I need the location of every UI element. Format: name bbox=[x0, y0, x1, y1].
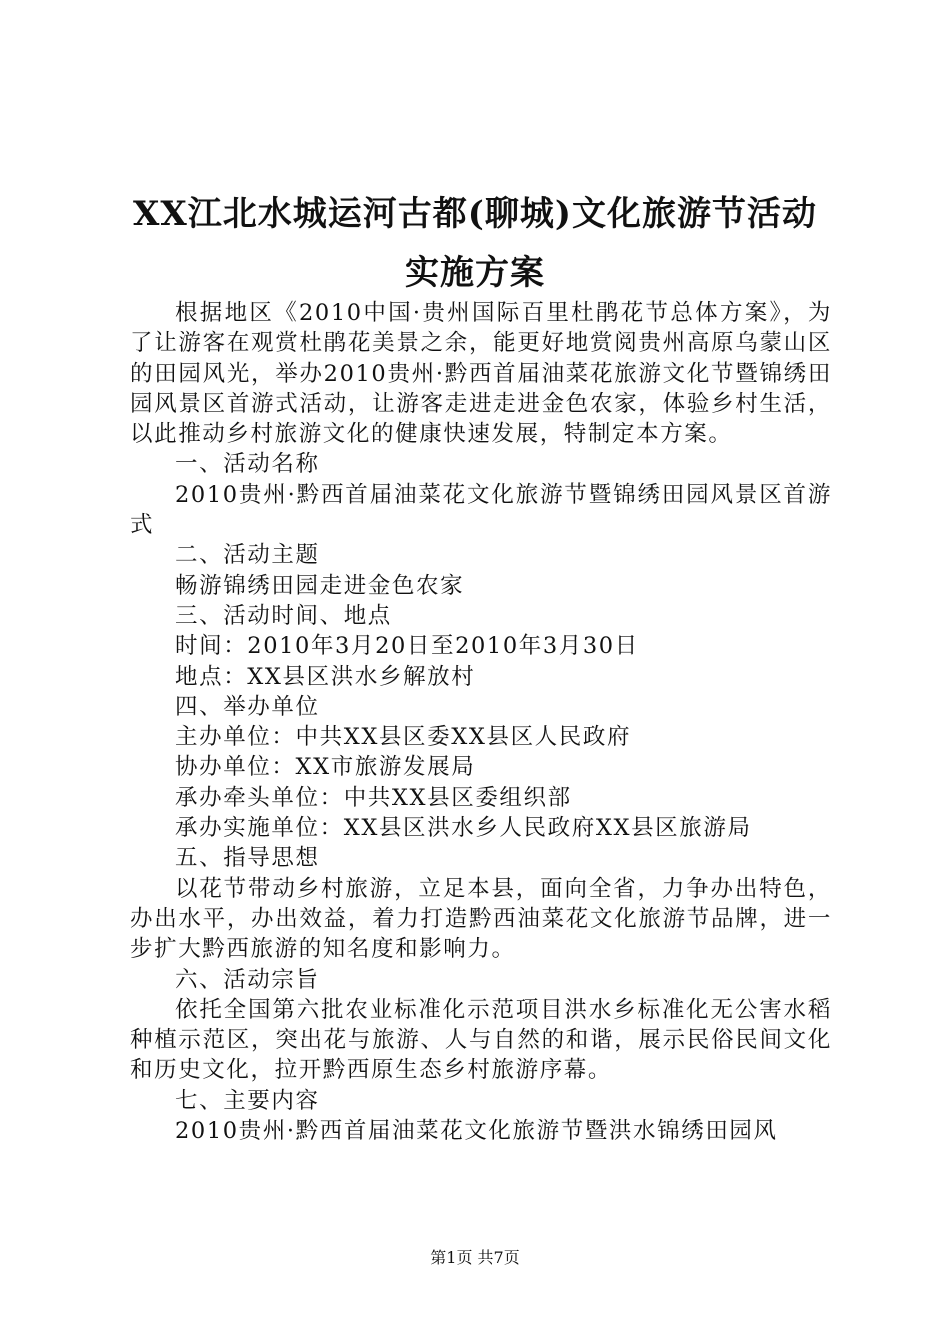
main-content-text: 2010贵州·黔西首届油菜花文化旅游节暨洪水锦绣田园风 bbox=[175, 1118, 778, 1145]
guiding-ideology-text: 以花节带动乡村旅游，立足本县，面向全省，力争办出特色，办出水平，办出效益，着力打造黔西油菜花文化旅游节品牌，进一步扩大黔西旅游的知名度和影响力。 bbox=[130, 875, 832, 963]
host-unit-text: 主办单位：中共XX县区委XX县区人民政府 bbox=[175, 724, 632, 751]
section-heading-main-content: 七、主要内容 bbox=[175, 1087, 320, 1114]
section-heading-guiding-ideology: 五、指导思想 bbox=[175, 845, 320, 872]
section-heading-activity-name: 一、活动名称 bbox=[175, 451, 320, 478]
lead-organizer-text: 承办牵头单位：中共XX县区委组织部 bbox=[175, 784, 572, 811]
theme-text: 畅游锦绣田园走进金色农家 bbox=[175, 572, 465, 599]
page-footer: 第1页 共7页 bbox=[430, 1248, 520, 1267]
document-body bbox=[130, 298, 832, 1146]
section-heading-time-place: 三、活动时间、地点 bbox=[175, 602, 392, 629]
purpose-text: 依托全国第六批农业标准化示范项目洪水乡标准化无公害水稻种植示范区，突出花与旅游、人与自然的和谐，展示民俗民间文化和历史文化，拉开黔西原生态乡村旅游序幕。 bbox=[130, 996, 832, 1084]
time-text: 时间：2010年3月20日至2010年3月30日 bbox=[175, 633, 639, 660]
section-heading-theme: 二、活动主题 bbox=[175, 542, 320, 569]
implementing-organizer-text: 承办实施单位：XX县区洪水乡人民政府XX县区旅游局 bbox=[175, 815, 752, 842]
section-heading-organizers: 四、举办单位 bbox=[175, 693, 320, 720]
activity-name-text: 2010贵州·黔西首届油菜花文化旅游节暨锦绣田园风景区首游式 bbox=[130, 481, 832, 539]
co-host-unit-text: 协办单位：XX市旅游发展局 bbox=[175, 754, 476, 781]
place-text: 地点：XX县区洪水乡解放村 bbox=[175, 663, 476, 690]
intro-paragraph: 根据地区《2010中国·贵州国际百里杜鹃花节总体方案》，为了让游客在观赏杜鹃花美景之余，能更好地赏阅贵州高原乌蒙山区的田园风光，举办2010贵州·黔西首届油菜花旅游文化节暨锦绣田园风景区首游式活动，让游客走进走进金色农家，体验乡村生活，以此推动乡村旅游文化的健康快速发展，特制定本方案。 bbox=[130, 300, 832, 448]
section-heading-purpose: 六、活动宗旨 bbox=[175, 966, 320, 993]
document-title-line2: 实施方案 bbox=[405, 253, 545, 293]
document-title-line1: XX江北水城运河古都(聊城)文化旅游节活动 bbox=[133, 194, 817, 234]
